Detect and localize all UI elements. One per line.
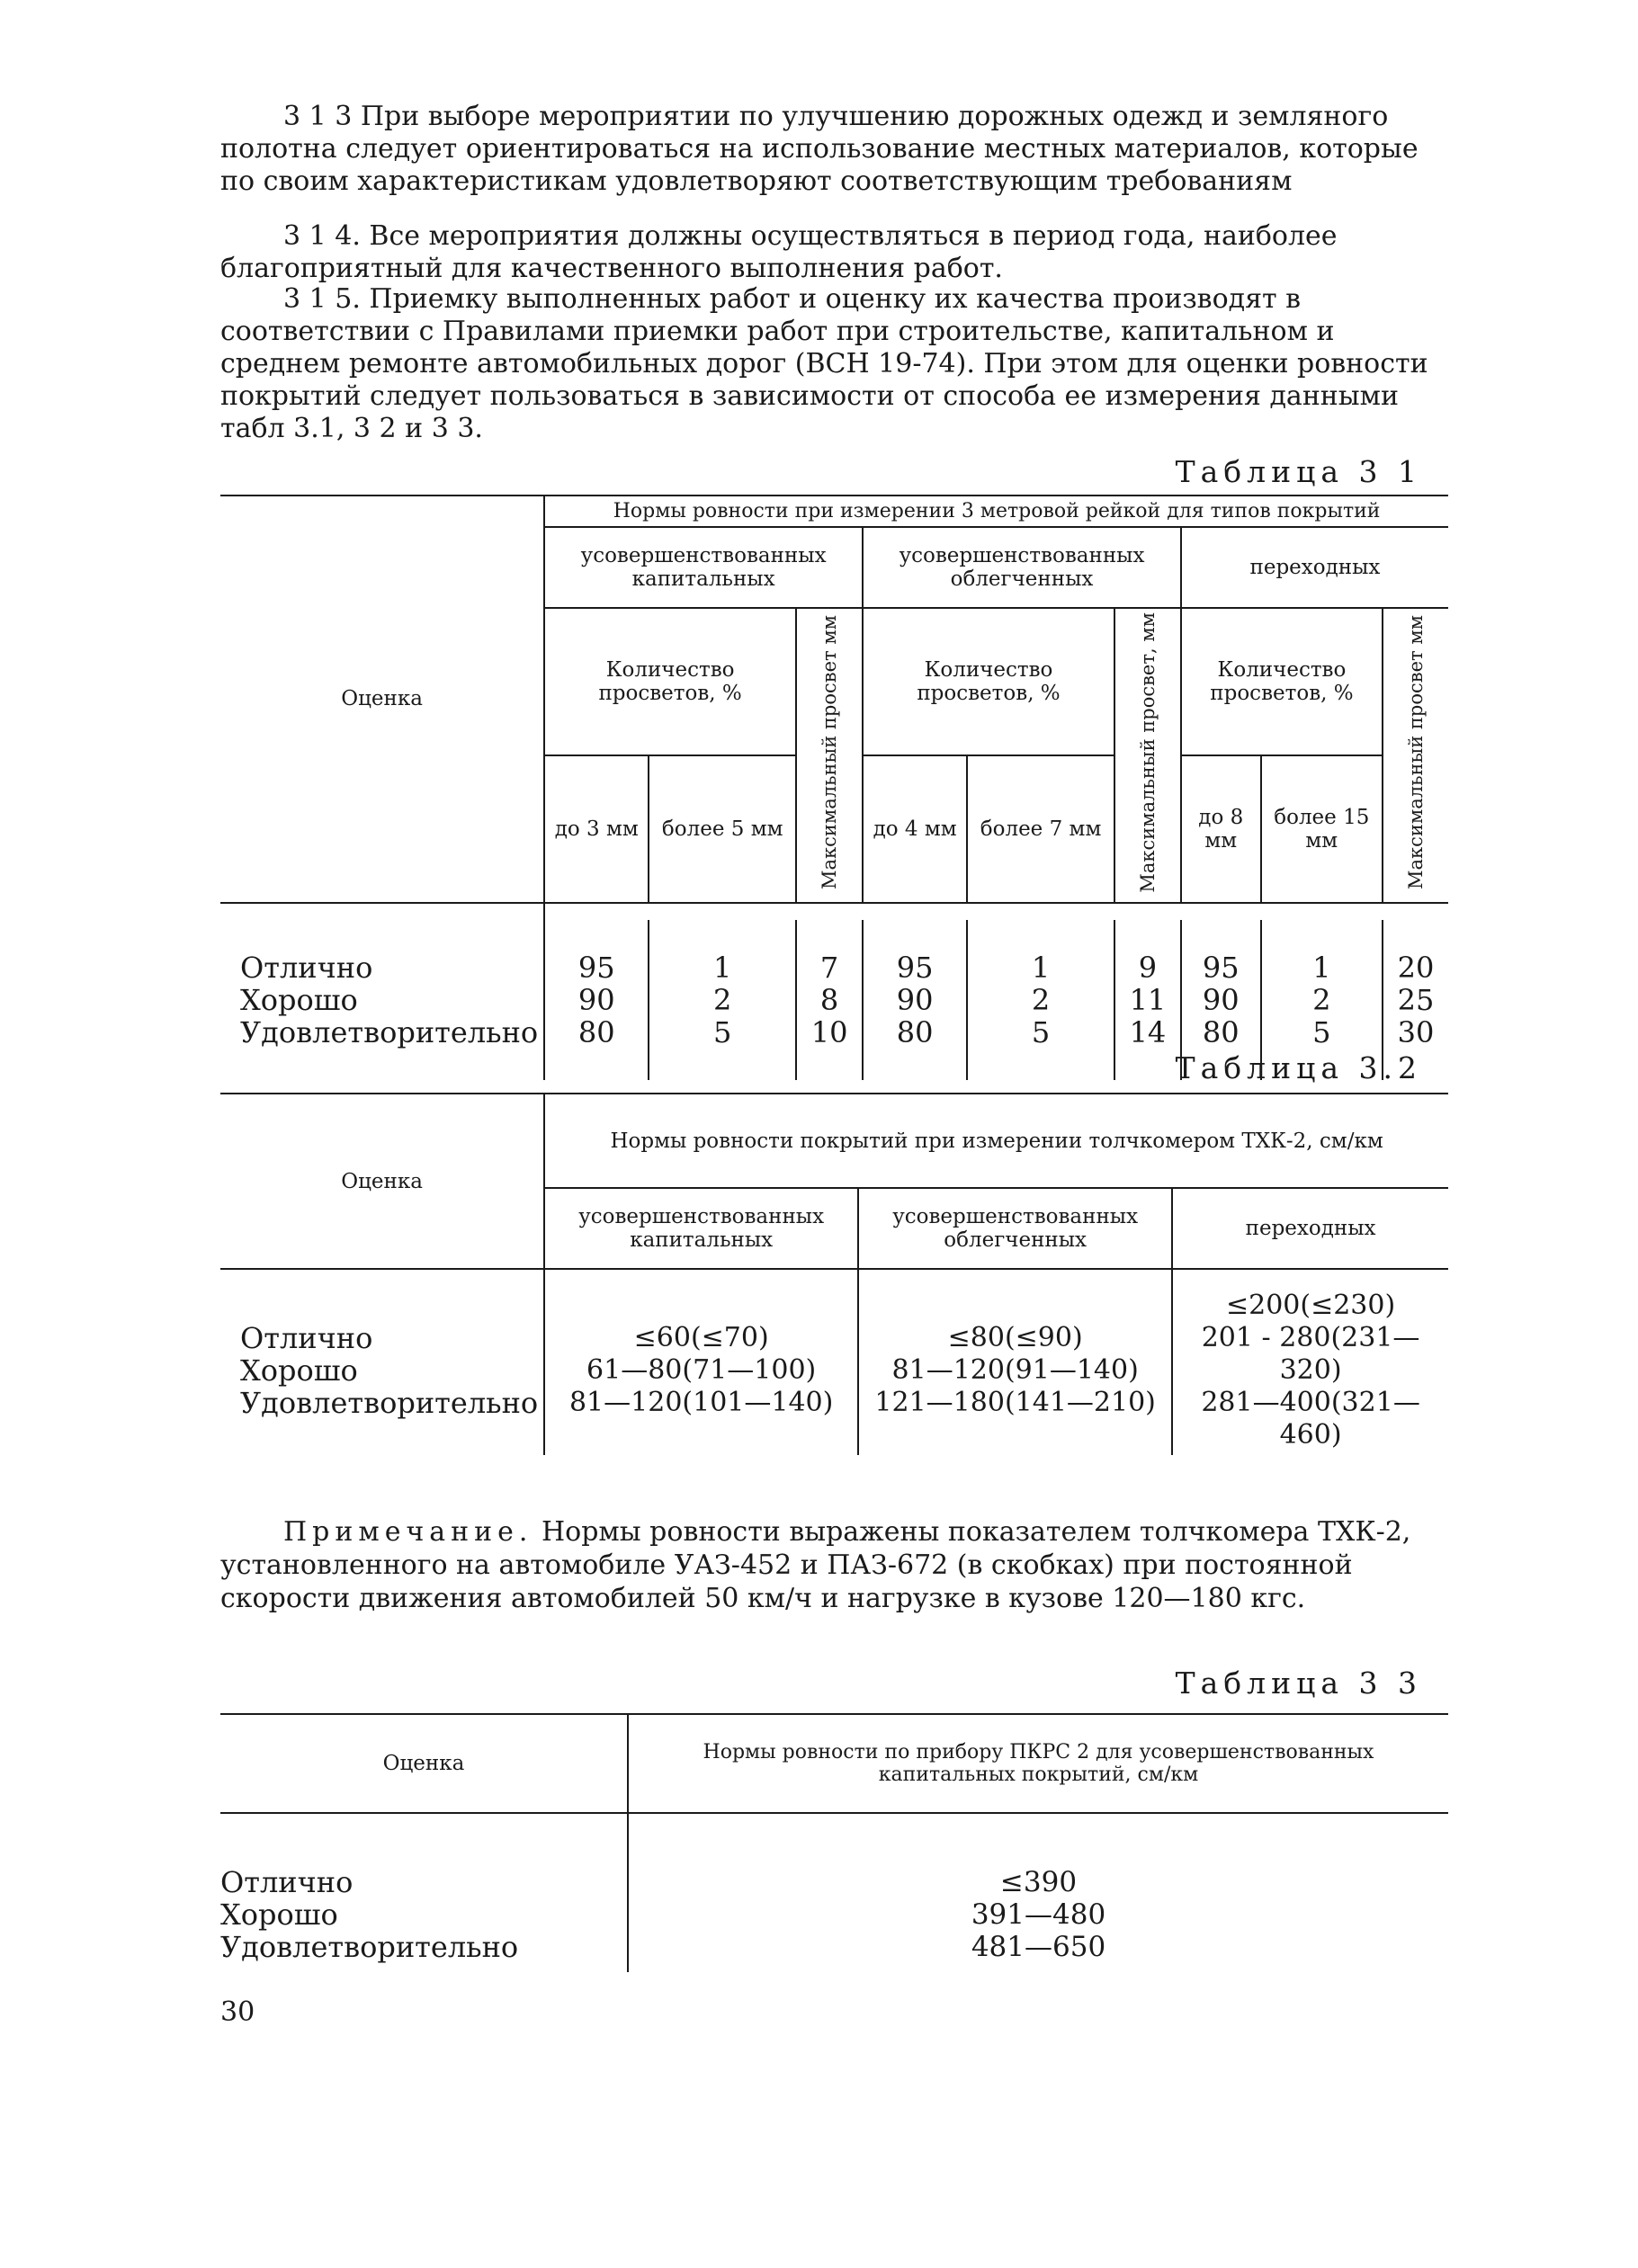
table-cell: 5 <box>1031 1014 1051 1049</box>
grade-column <box>220 1857 628 1972</box>
grade-label: Отлично <box>220 1865 354 1899</box>
table-cell: 121—180(141—210) <box>874 1387 1156 1418</box>
grade-column <box>220 920 544 1080</box>
table-3-1-caption: Таблица 3 1 <box>1175 454 1422 489</box>
sub-header: до 8 мм <box>1181 755 1261 903</box>
count-label: Количество просветов, % <box>544 608 796 755</box>
group-header-transitional: переходных <box>1181 527 1448 608</box>
grade-header: Оценка <box>220 496 544 903</box>
sub-header: более 5 мм <box>649 755 796 903</box>
table-3-2-caption: Таблица 3.2 <box>1175 1050 1422 1085</box>
table-cell: 2 <box>1031 982 1051 1017</box>
count-label: Количество просветов, % <box>1181 608 1383 755</box>
value-column <box>544 1286 858 1455</box>
group-header-capital: усовершенствованных капитальных <box>544 1188 858 1269</box>
table-cell: 61—80(71—100) <box>586 1354 817 1386</box>
value-column <box>858 1286 1172 1455</box>
paragraph-number: 3 1 3 <box>283 101 353 132</box>
table-cell: 2 <box>713 982 732 1017</box>
group-header-capital: усовершенствованных капитальных <box>544 527 863 608</box>
table-cell: 8 <box>819 982 839 1017</box>
group-header-lightweight: усовершенствованных облегченных <box>858 1188 1172 1269</box>
paragraph-number: 3 1 4. <box>283 220 361 252</box>
sub-header: до 4 мм <box>863 755 967 903</box>
table-cell: 5 <box>713 1014 732 1049</box>
table-cell: 81—120(91—140) <box>891 1354 1139 1386</box>
value-column <box>1172 1286 1448 1455</box>
table-main-header: Нормы ровности покрытий при измерении толчкомером ТХК-2, см/км <box>544 1094 1448 1188</box>
table-cell: ≤60(≤70) <box>633 1322 769 1353</box>
max-gap-label: Максимальный просвет, мм <box>1114 608 1181 903</box>
note-label: Примечание. <box>283 1516 533 1548</box>
paragraph-text: Все мероприятия должны осуществляться в период года, наиболее благоприятный для качественного выполнения работ. <box>220 220 1338 284</box>
grade-column <box>220 1286 544 1455</box>
table-cell: 1 <box>1031 950 1051 985</box>
table-cell: 90 <box>1202 982 1240 1017</box>
paragraph-text: Приемку выполненных работ и оценку их качества производят в соответствии с Правилами приемки работ при строительстве, капитальном и среднем ремонте автомобильных дорог (ВСН 19-74). При этом для оценки ровности покрытий следует пользоваться в зависимости от способа ее измерения данными табл 3.1, 3 2 и 3 3. <box>220 283 1428 444</box>
table-cell: 1 <box>713 950 732 985</box>
table-cell: 30 <box>1397 1014 1435 1049</box>
grade-label: Отлично <box>240 1321 373 1355</box>
value-column <box>1114 920 1181 1080</box>
note-text: Нормы ровности выражены показателем толчкомера ТХК-2, установленного на автомобиле УАЗ-452 и ПАЗ-672 (в скобках) при постоянной скорости движения автомобилей 50 км/ч и нагрузке в кузове 120—180 кгс. <box>220 1516 1411 1614</box>
table-cell: 90 <box>577 982 615 1017</box>
grade-label: Удовлетворительно <box>220 1930 519 1964</box>
table-cell: 25 <box>1397 982 1435 1017</box>
table-cell: 20 <box>1397 950 1435 985</box>
table-cell: 10 <box>810 1014 848 1049</box>
grade-label: Хорошо <box>220 1897 338 1932</box>
table-cell: 95 <box>896 950 934 985</box>
table-main-header: Нормы ровности по прибору ПКРС 2 для усовершенствованных капитальных покрытий, см/км <box>628 1714 1448 1813</box>
grade-label: Хорошо <box>240 982 358 1017</box>
table-cell: 81—120(101—140) <box>568 1387 834 1418</box>
value-column <box>649 920 796 1080</box>
table-cell: 201 - 280(231—320) <box>1201 1322 1420 1386</box>
value-column <box>628 1857 1448 1972</box>
grade-label: Удовлетворительно <box>240 1014 539 1049</box>
grade-label: Удовлетворительно <box>240 1386 539 1420</box>
paragraph-text: При выборе мероприятии по улучшению дорожных одежд и земляного полотна следует ориентироваться на использование местных материалов, которые по своим характеристикам удовлетворяют соответствующим требованиям <box>220 101 1419 197</box>
table-cell: 90 <box>896 982 934 1017</box>
table-cell: 481—650 <box>971 1931 1106 1963</box>
grade-label: Хорошо <box>240 1353 358 1388</box>
table-3-3 <box>220 1713 1448 1972</box>
max-gap-label: Максимальный просвет мм <box>796 608 863 903</box>
table-cell: 9 <box>1138 950 1158 985</box>
grade-header: Оценка <box>220 1094 544 1269</box>
table-main-header: Нормы ровности при измерении 3 метровой рейкой для типов покрытий <box>544 496 1448 527</box>
table-3-2 <box>220 1093 1448 1455</box>
table-3-1 <box>220 495 1448 1080</box>
grade-label: Отлично <box>240 950 373 985</box>
table-cell: 391—480 <box>971 1898 1106 1931</box>
count-label: Количество просветов, % <box>863 608 1114 755</box>
sub-header: более 7 мм <box>967 755 1114 903</box>
table-cell: ≤80(≤90) <box>947 1322 1083 1353</box>
table-cell: 80 <box>896 1014 934 1049</box>
table-cell: 14 <box>1129 1014 1167 1049</box>
table-cell: 11 <box>1129 982 1167 1017</box>
grade-header: Оценка <box>220 1714 628 1813</box>
paragraph-3-1-5 <box>220 283 1444 445</box>
table-cell: 5 <box>1312 1014 1331 1049</box>
table-cell: 281—400(321—460) <box>1201 1387 1420 1451</box>
paragraph-number: 3 1 5. <box>283 283 361 315</box>
table-note <box>220 1515 1444 1615</box>
table-cell: 2 <box>1312 982 1331 1017</box>
group-header-lightweight: усовершенствованных облегченных <box>863 527 1181 608</box>
sub-header: до 3 мм <box>544 755 649 903</box>
table-cell: 80 <box>577 1014 615 1049</box>
max-gap-label: Максимальный просвет мм <box>1383 608 1448 903</box>
table-cell: 95 <box>1202 950 1240 985</box>
page-number: 30 <box>220 1996 255 2028</box>
value-column <box>863 920 967 1080</box>
table-cell: ≤390 <box>999 1866 1078 1898</box>
group-header-transitional: переходных <box>1172 1188 1448 1269</box>
value-column <box>796 920 863 1080</box>
table-cell: 7 <box>819 950 839 985</box>
table-cell: ≤200(≤230) <box>1225 1290 1396 1321</box>
sub-header: более 15 мм <box>1261 755 1383 903</box>
table-cell: 80 <box>1202 1014 1240 1049</box>
value-column <box>544 920 649 1080</box>
paragraph-3-1-4 <box>220 220 1444 285</box>
paragraph-3-1-3 <box>220 101 1444 198</box>
table-3-3-caption: Таблица 3 3 <box>1175 1665 1422 1701</box>
table-cell: 1 <box>1312 950 1331 985</box>
table-cell: 95 <box>577 950 615 985</box>
value-column <box>967 920 1114 1080</box>
